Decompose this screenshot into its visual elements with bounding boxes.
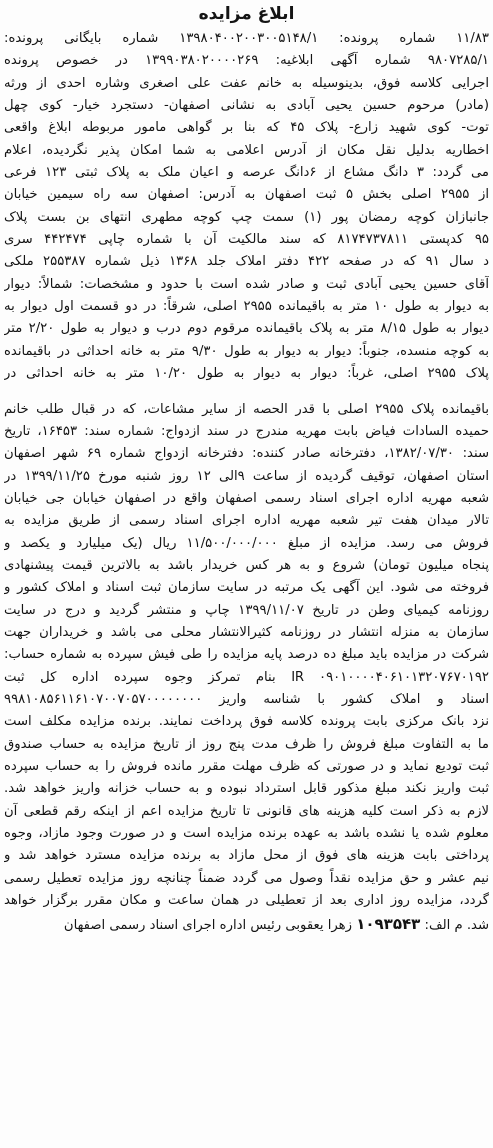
signatory: زهرا یعقوبی رئیس اداره اجرای اسناد رسمی اصفهان <box>63 918 352 934</box>
text-line: توت- کوی شهید زارع- پلاک ۴۵ که بنا بر گواهی مامور مربوطه ابلاغ واقعی <box>4 120 489 136</box>
text-line: (مادر) مرحوم حسین یحیی آبادی به نشانی اصفهان- دستجرد خیار- کوی چهل <box>4 98 489 114</box>
text-line: آقای حسین یحیی آبادی ثبت و صادر شده است با حدود و مشخصات: شمالاً: دیوار <box>4 276 489 292</box>
notice-paragraph-2 <box>4 399 489 913</box>
text-line: دیوار به طول ۸/۱۵ متر به پلاک باقیمانده مرقوم دوم درب و دیوار به طول ۲/۲۰ متر <box>4 321 489 337</box>
reference-number: ۱۰۹۳۵۴۳ <box>356 915 421 934</box>
notice-title: ابلاغ مزایده <box>198 4 295 24</box>
text-line: ما به التفاوت مبلغ فروش را ظرف مدت پنج روز از تاریخ مزایده به حساب صندوق <box>4 736 489 752</box>
text-line: IR ۰۹۰۱۰۰۰۰۴۰۶۱۰۱۳۲۰۷۶۷۰۱۹۲ بنام تمرکز وجوه سپرده اداره کل ثبت <box>4 669 489 685</box>
text-line: باقیمانده پلاک ۲۹۵۵ اصلی با قدر الحصه از سایر مشاعات، که در قبال طلب خانم <box>4 401 489 417</box>
text-line: ۱۱/۸۳ شماره پرونده: ۱۳۹۸۰۴۰۰۲۰۰۳۰۰۵۱۴۸/۱ شماره بایگانی پرونده: <box>4 31 489 46</box>
text-line: اسناد و املاک کشور با شناسه واریز ۹۹۸۱۰۸۵۶۱۱۶۱۰۷۰۰۷۰۵۷۰۰۰۰۰۰۰۰ <box>4 691 489 707</box>
text-line: اخطاریه بدلیل نقل مکان از آدرس اعلامی به شما امکان پذیر نگردیده، اعلام <box>4 142 489 158</box>
notice-paragraph-1 <box>4 28 489 386</box>
text-line: پلاک ۲۹۵۵ اصلی، غرباً: دیوار به دیوار به طول ۱۰/۲۰ متر به خانه احداثی در <box>4 366 489 382</box>
text-line: روزنامه کیمیای وطن در تاریخ ۱۳۹۹/۱۱/۰۷ چاپ و منتشر گردید و درج در سایت <box>4 602 489 618</box>
closing-prefix: شد. م الف: <box>424 918 489 934</box>
text-line: شرکت در مزایده باید مبلغ ده درصد پایه مزایده را طی فیش سپرده به شماره حساب: <box>4 647 489 663</box>
text-line: لازم به ذکر است کلیه هزینه های قانونی تا تاریخ مزایده اعم از اینکه رقم قطعی آن <box>4 803 489 819</box>
text-line: ثبت تودیع نماید و در صورتی که ظرف مهلت مقرر مانده فروش را به حساب سپرده <box>4 759 489 774</box>
text-line: به کوچه منسده، جنوباً: دیوار به دیوار به طول ۹/۳۰ متر به خانه احداثی در باقیمانده <box>4 343 489 359</box>
paragraph-gap <box>4 386 489 399</box>
text-line: نیم عشر و حق مزایده نقداً وصول می گردد ضمناً چنانچه روز مزایده تعطیل رسمی <box>4 870 489 886</box>
text-line: سند: ۱۳۸۲/۰۷/۳۰، دفترخانه صادر کننده: دفترخانه ازدواج شماره ۶۹ شهر اصفهان <box>4 446 489 462</box>
text-line: فروش می رسد. مزایده از مبلغ ۱۱/۵۰۰/۰۰۰/۰۰۰ ریال (یک میلیارد و یکصد و <box>4 535 489 551</box>
text-line: د سال ۹۱ که در صفحه ۴۲۲ دفتر املاک جلد ۱۳۶۸ ذیل شماره ۲۵۵۳۸۷ ملکی <box>4 254 489 270</box>
text-line: اجرایی کلاسه فوق، بدینوسیله به خانم عفت علی اصغری وشاره احدی از ورثه <box>4 75 489 91</box>
text-line: پنجاه میلیون تومان) شروع و به هر کس خریدار باشد به بالاترین قیمت پیشنهادی <box>4 557 489 573</box>
text-line: نزد بانک مرکزی بابت پرونده کلاسه فوق پرداخت نمایند. برنده مزایده مکلف است <box>4 714 489 730</box>
text-line: سازمان به منزله انتشار در روزنامه کثیرالانتشار محلی می باشد و خریداران جهت <box>4 624 489 640</box>
text-line: معلوم شده یا نشده باشد به عهده برنده مزایده است و در صورت وجود مازاد، وجوه <box>4 826 489 842</box>
text-line: فروخته می شود. این آگهی یک مرتبه در سایت سازمان ثبت اسناد و املاک کشور و <box>4 580 489 596</box>
text-line: حمیده السادات فیاض بابت مهریه مندرج در سند ازدواج: شماره سند: ۱۶۴۵۳، تاریخ <box>4 423 489 439</box>
text-line: استان اصفهان، توقیف گردیده از ساعت ۹الی ۱۲ روز شنبه مورخ ۱۳۹۹/۱۱/۲۵ در <box>4 468 489 484</box>
text-line: شعبه مهریه اداره اجرای اسناد رسمی اصفهان واقع در اصفهان خیابان جی خیابان <box>4 490 489 506</box>
text-line: پرداختی بابت هزینه های فوق از محل مازاد به برنده مزایده مسترد خواهد شد و <box>4 848 489 864</box>
text-line: گردد، مزایده روز اداری بعد از تعطیلی در همان ساعت و مکان مقرر برگزار خواهد <box>4 893 489 909</box>
text-line: ۹۵ کدپستی ۸۱۷۴۷۳۷۸۱۱ که سند مالکیت آن با شماره چاپی ۴۴۲۴۷۴ سری <box>4 232 489 248</box>
text-line: جانبازان کوچه رمضان پور (۱) سمت چپ کوچه مطهری انتهای بن بست پلاک <box>4 209 489 225</box>
text-line: تالار میدان هفت تیر شعبه مهریه اداره اجرای اسناد رسمی از طریق مزایده به <box>4 513 489 529</box>
text-line: از ۲۹۵۵ اصلی بخش ۵ ثبت اصفهان به آدرس: اصفهان سه راه سیمین خیابان <box>4 187 489 203</box>
notice-closing-line <box>4 912 489 936</box>
text-line: ۹۸۰۷۲۸۵/۱ شماره آگهی ابلاغیه: ۱۳۹۹۰۳۸۰۲۰۰۰۰۲۶۹ در خصوص پرونده <box>4 53 489 69</box>
text-line: می گردد: ۳ دانگ مشاع از ۶دانگ عرصه و اعیان ملک به پلاک ثبتی ۱۲۳ فرعی <box>4 165 489 181</box>
text-line: به دیوار به طول ۱۰ متر به باقیمانده ۲۹۵۵ اصلی، شرقاً: در دو قسمت اول دیوار به <box>4 299 489 315</box>
text-line: ثبت واریز نکند مبلغ مذکور قابل استرداد نبوده و به حساب خزانه واریز خواهد شد. <box>4 781 489 797</box>
